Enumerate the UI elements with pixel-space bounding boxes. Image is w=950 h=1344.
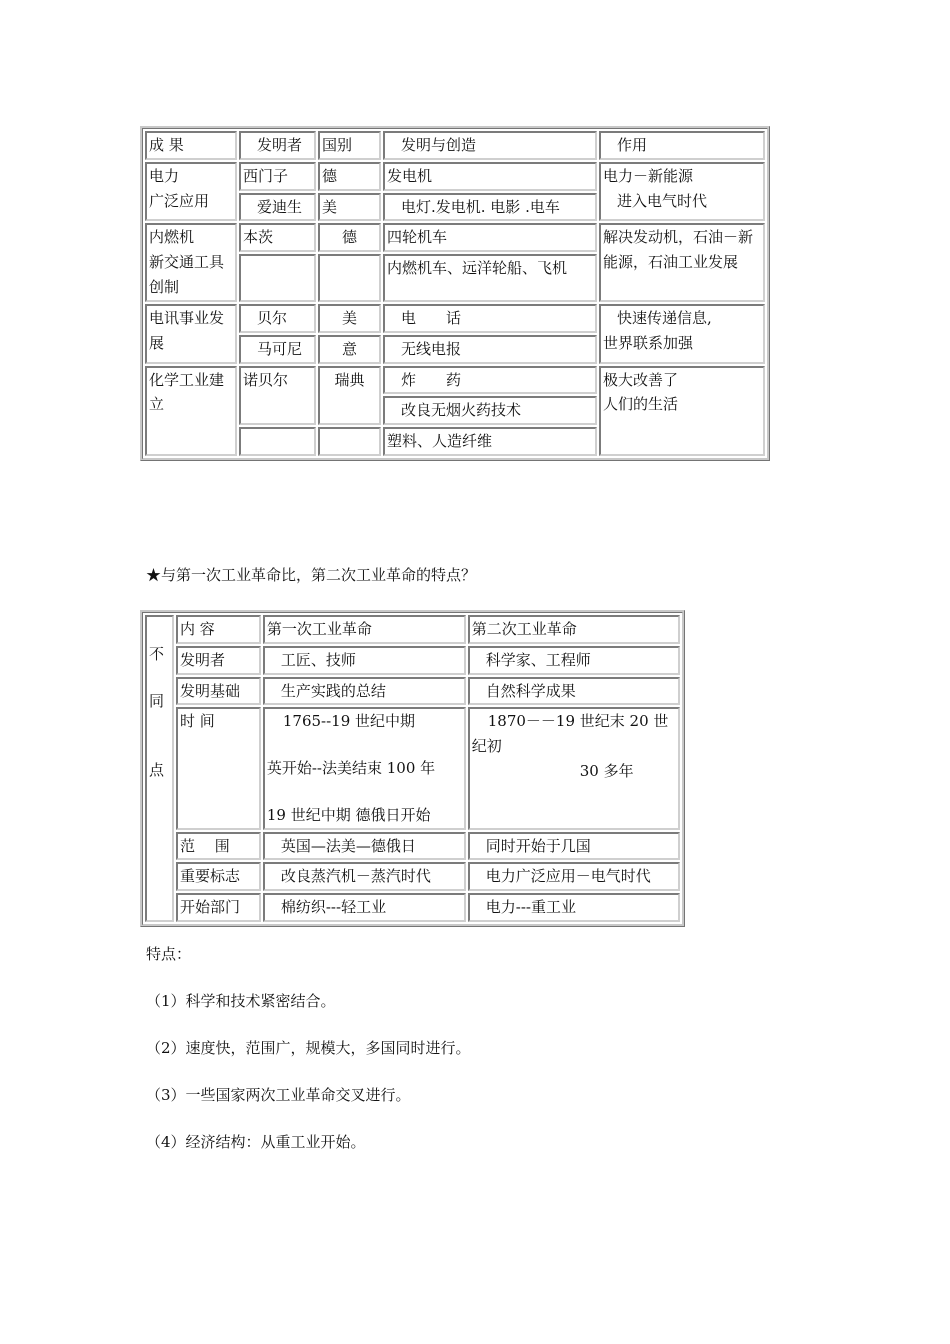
time-first-span: 英开始--法美结束 100 年 [266, 759, 436, 777]
group-chemical: 化学工业建立 [145, 366, 237, 456]
table-row [145, 707, 680, 829]
inventions-table [140, 126, 770, 461]
inventor-cell [239, 427, 316, 456]
group-electric: 电力 广泛应用 [145, 162, 237, 222]
invention-cell: 电 话 [383, 304, 597, 333]
effect-chemical: 极大改善了 人们的生活 [599, 366, 765, 456]
time-second-range: 1870－－19 世纪末 20 世纪初 [471, 712, 669, 755]
time-second-span: 30 多年 [579, 761, 634, 780]
comparison-table [140, 610, 685, 927]
header-invention: 发明与创造 [383, 131, 597, 160]
first-cell: 工匠、技师 [263, 646, 466, 675]
inventor-cell [239, 254, 316, 302]
inventor-cell: 马可尼 [239, 335, 316, 364]
table-row [145, 832, 680, 861]
invention-cell: 塑料、人造纤维 [383, 427, 597, 456]
header-achievement: 成 果 [145, 131, 237, 160]
effect-telecom: 快速传递信息, 世界联系加强 [599, 304, 765, 364]
country-cell [318, 427, 381, 456]
first-cell: 英国—法美—德俄日 [263, 832, 466, 861]
header-content: 内 容 [176, 615, 261, 644]
table-row [145, 677, 680, 706]
header-inventor: 发明者 [239, 131, 316, 160]
invention-cell: 改良无烟火药技术 [383, 396, 597, 425]
effect-electric: 电力－新能源 进入电气时代 [599, 162, 765, 222]
header-effect: 作用 [599, 131, 765, 160]
second-cell: 科学家、工程师 [468, 646, 680, 675]
second-cell: 电力---重工业 [468, 893, 680, 922]
effect-engine: 解决发动机，石油－新能源，石油工业发展 [599, 223, 765, 302]
table-row [145, 223, 765, 252]
first-cell: 生产实践的总结 [263, 677, 466, 706]
second-cell: 同时开始于几国 [468, 832, 680, 861]
invention-cell: 炸 药 [383, 366, 597, 395]
invention-cell: 四轮机车 [383, 223, 597, 252]
row-label: 发明基础 [176, 677, 261, 706]
feature-item: （1）科学和技术紧密结合。 [146, 992, 336, 1010]
country-cell: 意 [318, 335, 381, 364]
invention-cell: 无线电报 [383, 335, 597, 364]
country-cell: 瑞典 [318, 366, 381, 426]
table-row [145, 615, 680, 644]
group-engine: 内燃机 新交通工具 创制 [145, 223, 237, 302]
side-label: 不 同 点 [145, 615, 174, 922]
feature-item: （4）经济结构：从重工业开始。 [146, 1133, 366, 1151]
group-telecom: 电讯事业发展 [145, 304, 237, 364]
header-second: 第二次工业革命 [468, 615, 680, 644]
table-row [145, 366, 765, 395]
row-label: 发明者 [176, 646, 261, 675]
first-cell: 改良蒸汽机－蒸汽时代 [263, 862, 466, 891]
row-label: 时 间 [176, 707, 261, 829]
second-cell: 电力广泛应用－电气时代 [468, 862, 680, 891]
table-row [145, 304, 765, 333]
comparison-heading: ★与第一次工业革命比，第二次工业革命的特点？ [146, 566, 477, 584]
header-first: 第一次工业革命 [263, 615, 466, 644]
table-row [145, 862, 680, 891]
table-row [145, 162, 765, 191]
country-cell: 德 [318, 162, 381, 191]
time-first-range: 1765--19 世纪中期 [282, 712, 416, 731]
invention-cell: 内燃机车、远洋轮船、飞机 [383, 254, 597, 302]
features-title: 特点： [146, 945, 192, 963]
second-cell: 自然科学成果 [468, 677, 680, 706]
inventor-cell: 爱迪生 [239, 193, 316, 222]
row-label: 范 围 [176, 832, 261, 861]
invention-cell: 电灯.发电机. 电影 .电车 [383, 193, 597, 222]
inventor-cell: 西门子 [239, 162, 316, 191]
country-cell: 美 [318, 193, 381, 222]
time-first-others: 19 世纪中期 德俄日开始 [266, 805, 431, 824]
country-cell [318, 254, 381, 302]
table-row [145, 893, 680, 922]
row-label: 重要标志 [176, 862, 261, 891]
second-cell [468, 707, 680, 829]
table-row [145, 646, 680, 675]
first-cell [263, 707, 466, 829]
header-country: 国别 [318, 131, 381, 160]
country-cell: 德 [318, 223, 381, 252]
table-row [145, 131, 765, 160]
inventor-cell: 诺贝尔 [239, 366, 316, 426]
invention-cell: 发电机 [383, 162, 597, 191]
feature-item: （2）速度快，范围广，规模大，多国同时进行。 [146, 1039, 471, 1057]
inventor-cell: 贝尔 [239, 304, 316, 333]
country-cell: 美 [318, 304, 381, 333]
inventor-cell: 本茨 [239, 223, 316, 252]
row-label: 开始部门 [176, 893, 261, 922]
feature-item: （3）一些国家两次工业革命交叉进行。 [146, 1086, 411, 1104]
first-cell: 棉纺织---轻工业 [263, 893, 466, 922]
